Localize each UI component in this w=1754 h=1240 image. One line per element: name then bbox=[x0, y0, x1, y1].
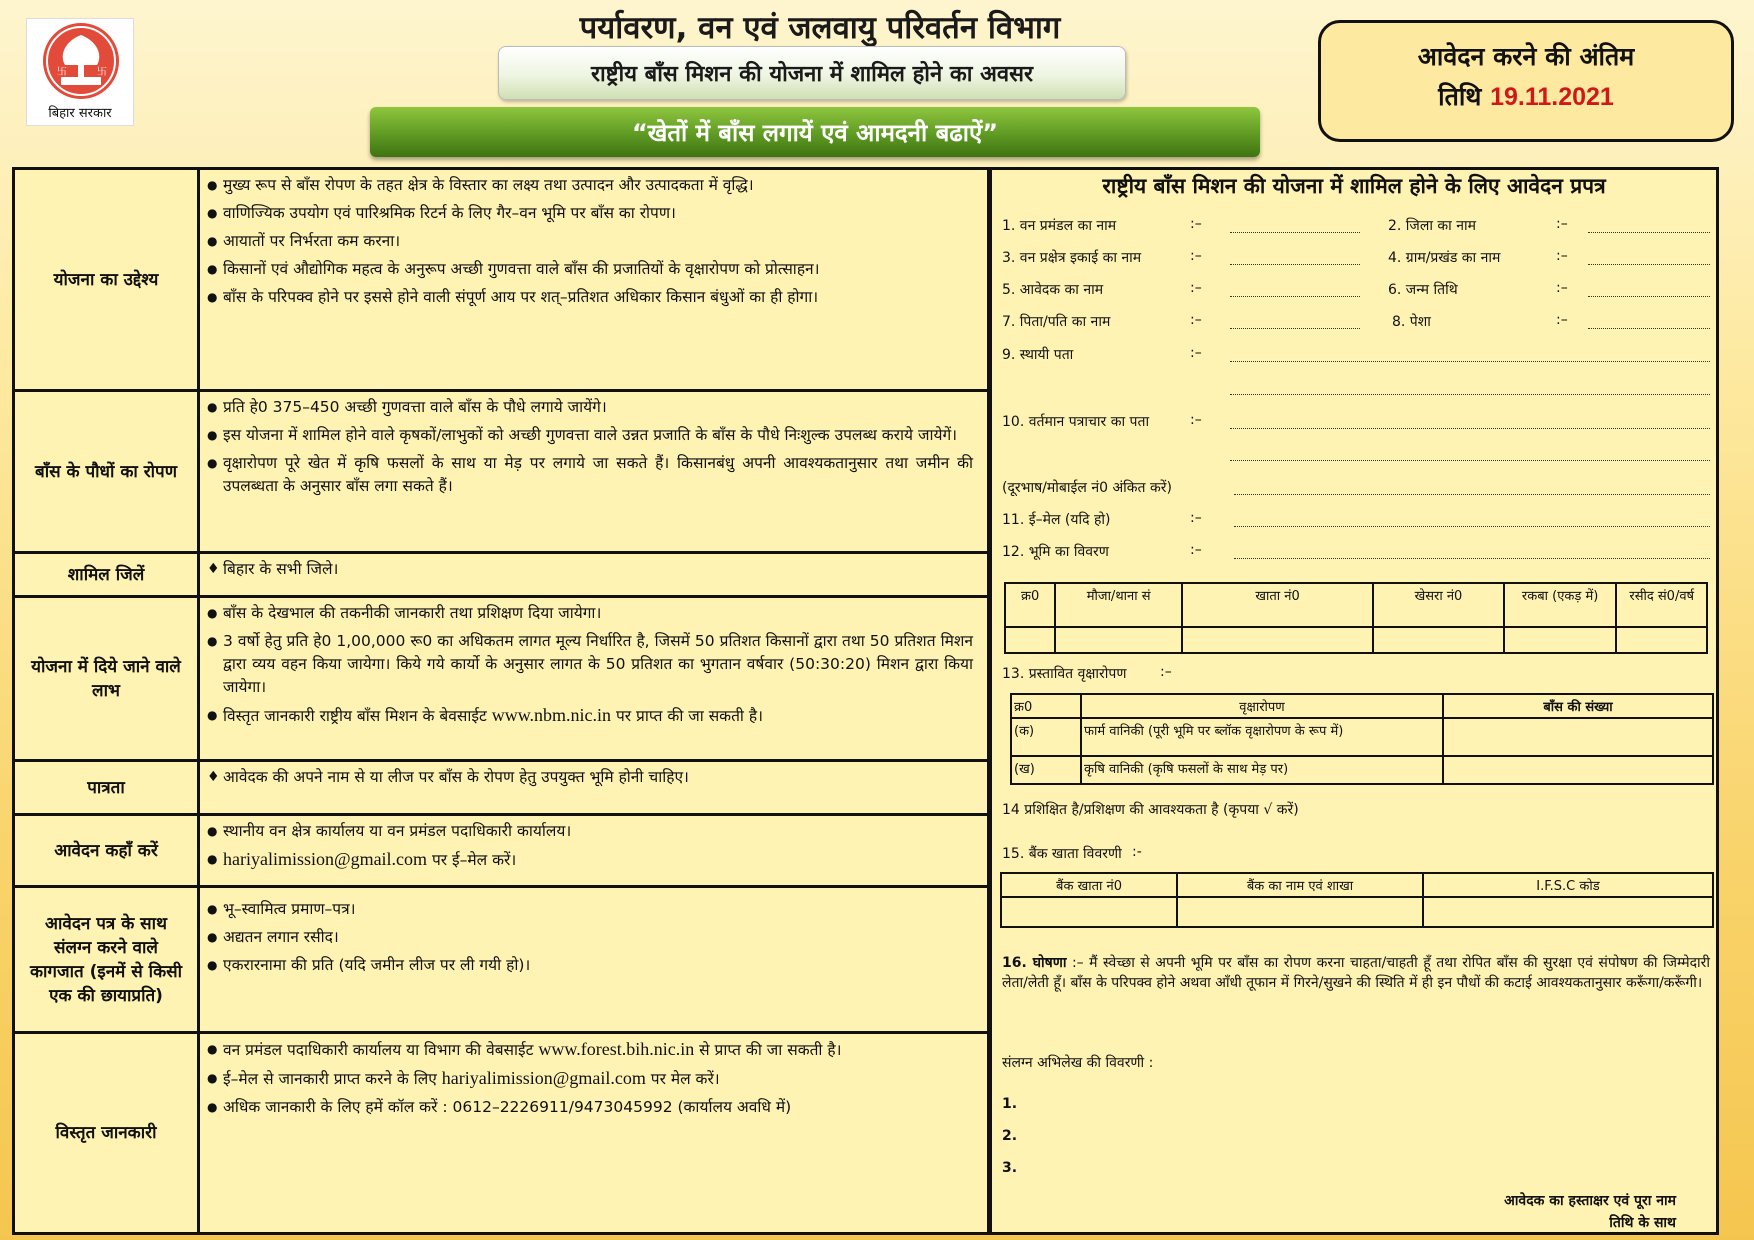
list-item: ● 3 वर्षो हेतु प्रति हे0 1,00,000 रू0 का अधिकतम लागत मूल्य निर्धारित है, जिसमें 50 प्रतिशत किसानों द्वारा तथा 50 प्रतिशत मिशन द्वारा व्यय वहन किया जायेगा। किये गये कार्यो के अनुसार लागत के 50 प्रतिशत का भुगतान वर्षवार (50:30:20) मिशन द्वारा किया जायेगा। bbox=[207, 630, 973, 699]
field-sep: :- bbox=[1132, 844, 1142, 860]
svg-text:卐: 卐 bbox=[57, 67, 67, 78]
declaration bbox=[1002, 953, 1710, 993]
field-sep: :– bbox=[1160, 664, 1172, 680]
field-sep: :– bbox=[1190, 216, 1202, 232]
row-documents bbox=[15, 888, 987, 1034]
email-link[interactable]: hariyalimission@gmail.com bbox=[441, 1068, 646, 1088]
field-sep: :– bbox=[1190, 248, 1202, 264]
plant-row-desc: कृषि वानिकी (कृषि फसलों के साथ मेड़ पर) bbox=[1081, 756, 1443, 784]
list-item: ● वाणिज्यिक उपयोग एवं पारिश्रमिक रिटर्न के लिए गैर–वन भूमि पर बाँस का रोपण। bbox=[207, 202, 973, 225]
item-text: ई–मेल से जानकारी प्राप्त करने के लिए bbox=[223, 1070, 437, 1088]
land-cell-input[interactable] bbox=[1182, 627, 1373, 653]
field-sep: :– bbox=[1190, 510, 1202, 526]
field-sep: :– bbox=[1190, 412, 1202, 428]
input-village-block[interactable] bbox=[1588, 264, 1710, 265]
list-item: ● किसानों एवं औद्योगिक महत्व के अनुरूप अच्छी गुणवत्ता वाले बाँस की प्रजातियों के वृक्षारोपण को प्रोत्साहन। bbox=[207, 258, 973, 281]
plant-row-label: (ख) bbox=[1011, 756, 1081, 784]
list-item: ● वृक्षारोपण पूरे खेत में कृषि फसलों के साथ या मेड़ पर लगाये जा सकते हैं। किसानबंधु अपनी आवश्यकतानुसार तथा जमीन की उपलब्धता के अनुसार बाँस लगा सकते हैं। bbox=[207, 452, 973, 498]
list-item: ● बाँस के देखभाल की तकनीकी जानकारी तथा प्रशिक्षण दिया जायेगा। bbox=[207, 602, 973, 625]
input-phone[interactable] bbox=[1234, 494, 1710, 495]
field-sep: :– bbox=[1190, 345, 1202, 361]
field-email: 11. ई–मेल (यदि हो) bbox=[1002, 512, 1111, 528]
list-item bbox=[207, 1038, 973, 1062]
list-item: ● भू–स्वामित्व प्रमाण–पत्र। bbox=[207, 898, 973, 921]
attachment-1[interactable]: 1. bbox=[1002, 1096, 1018, 1112]
input-email[interactable] bbox=[1234, 526, 1710, 527]
land-col-receipt: रसीद सं0/वर्ष bbox=[1616, 583, 1707, 627]
form-title: राष्ट्रीय बाँस मिशन की योजना में शामिल होने के लिए आवेदन प्रपत्र bbox=[1102, 174, 1606, 198]
field-sep: :– bbox=[1556, 312, 1568, 328]
row-content bbox=[207, 766, 973, 794]
subtitle-banner: राष्ट्रीय बाँस मिशन की योजना में शामिल होने का अवसर bbox=[498, 46, 1126, 100]
list-item: ● स्थानीय वन क्षेत्र कार्यालय या वन प्रमंडल पदाधिकारी कार्यालय। bbox=[207, 820, 973, 843]
field-training: 14 प्रशिक्षित है/प्रशिक्षण की आवश्यकता है (कृपया √ करें) bbox=[1002, 802, 1299, 818]
field-proposed-plantation: 13. प्रस्तावित वृक्षारोपण bbox=[1002, 666, 1127, 682]
email-link[interactable]: hariyalimission@gmail.com bbox=[223, 849, 428, 869]
deadline-line1: आवेदन करने की अंतिम bbox=[1417, 42, 1635, 71]
row-label: आवेदन कहाँ करें bbox=[15, 816, 200, 885]
land-cell-input[interactable] bbox=[1373, 627, 1504, 653]
field-village-block: 4. ग्राम/प्रखंड का नाम bbox=[1388, 250, 1501, 266]
item-text: पर ई–मेल करें। bbox=[431, 851, 517, 869]
row-label: शामिल जिलें bbox=[15, 554, 200, 595]
bank-col-account: बैंक खाता नं0 bbox=[1001, 873, 1177, 897]
input-applicant-name[interactable] bbox=[1230, 296, 1360, 297]
field-permanent-address: 9. स्थायी पता bbox=[1002, 347, 1074, 363]
item-text: विस्तृत जानकारी राष्ट्रीय बाँस मिशन के बेवसाईट bbox=[223, 707, 487, 725]
land-cell-input[interactable] bbox=[1005, 627, 1055, 653]
input-permanent-address[interactable] bbox=[1230, 361, 1710, 362]
bodhi-tree-emblem-icon bbox=[35, 21, 127, 101]
row-more-info bbox=[15, 1034, 987, 1232]
list-item: ● बाँस के परिपक्व होने पर इससे होने वाली संपूर्ण आय पर शत्–प्रतिशत अधिकार किसान बंधुओं का ही होगा। bbox=[207, 286, 973, 309]
list-item: ● मुख्य रूप से बाँस रोपण के तहत क्षेत्र के विस्तार का लक्ष्य तथा उत्पादन और उत्पादकता में वृद्धि। bbox=[207, 174, 973, 197]
input-occupation[interactable] bbox=[1588, 328, 1710, 329]
field-father-husband: 7. पिता/पति का नाम bbox=[1002, 314, 1111, 330]
row-label: योजना का उद्देश्य bbox=[15, 170, 200, 389]
row-content bbox=[207, 396, 973, 503]
input-current-address-line2[interactable] bbox=[1230, 460, 1710, 461]
list-item bbox=[207, 704, 973, 728]
row-objective bbox=[15, 170, 987, 392]
land-col-area: रकबा (एकड़ में) bbox=[1504, 583, 1617, 627]
field-forest-range: 3. वन प्रक्षेत्र इकाई का नाम bbox=[1002, 250, 1142, 266]
field-land-details: 12. भूमि का विवरण bbox=[1002, 544, 1109, 560]
input-dob[interactable] bbox=[1588, 296, 1710, 297]
row-where-to-apply bbox=[15, 816, 987, 888]
logo-caption: बिहार सरकार bbox=[48, 106, 112, 121]
row-label: आवेदन पत्र के साथ संलग्न करने वाले कागजात (इनमें से किसी एक की छायाप्रति) bbox=[15, 888, 200, 1031]
row-plantation bbox=[15, 392, 987, 554]
item-text: पर प्राप्त की जा सकती है। bbox=[615, 707, 763, 725]
nbm-website-link[interactable]: www.nbm.nic.in bbox=[491, 705, 612, 725]
deadline-box bbox=[1318, 20, 1734, 142]
list-item: ♦ बिहार के सभी जिले। bbox=[207, 558, 973, 581]
item-text: पर मेल करें। bbox=[650, 1070, 720, 1088]
input-father-husband[interactable] bbox=[1230, 328, 1360, 329]
plant-col-type: वृक्षारोपण bbox=[1081, 694, 1443, 718]
plantation-table bbox=[1010, 693, 1714, 785]
application-form bbox=[989, 167, 1719, 1235]
row-eligibility bbox=[15, 762, 987, 816]
signature-date-label: तिथि के साथ bbox=[1609, 1215, 1676, 1231]
field-sep: :– bbox=[1190, 280, 1202, 296]
plant-col-sno: क्र0 bbox=[1011, 694, 1081, 718]
row-content bbox=[207, 174, 973, 314]
field-occupation: 8. पेशा bbox=[1392, 314, 1431, 330]
forest-website-link[interactable]: www.forest.bih.nic.in bbox=[538, 1039, 695, 1059]
field-dob: 6. जन्म तिथि bbox=[1388, 282, 1458, 298]
field-sep: :– bbox=[1556, 216, 1568, 232]
list-item: ● प्रति हे0 375–450 अच्छी गुणवत्ता वाले बाँस के पौधे लगाये जायेंगे। bbox=[207, 396, 973, 419]
land-col-mouza: मौजा/थाना सं bbox=[1055, 583, 1182, 627]
declaration-text: :– मैं स्वेच्छा से अपनी भूमि पर बाँस का रोपण करना चाहता/चाहती हूँ तथा रोपित बाँस की सुरक्षा एवं संपोषण की जिम्मेदारी लेता/लेती हूँ। बाँस के परिपक्व होने अथवा आँधी तूफान में गिरने/सुखने की स्थिति में ही इन पौधों की कटाई आवश्यकतानुसार करूँगा/करूँगी। bbox=[1002, 955, 1710, 991]
land-cell-input[interactable] bbox=[1616, 627, 1707, 653]
declaration-label: 16. घोषणा bbox=[1002, 955, 1067, 971]
list-item bbox=[207, 1067, 973, 1091]
input-permanent-address-line2[interactable] bbox=[1230, 394, 1710, 395]
input-forest-division[interactable] bbox=[1230, 232, 1360, 233]
plant-row-label: (क) bbox=[1011, 718, 1081, 756]
land-cell-input[interactable] bbox=[1504, 627, 1617, 653]
list-item: ● एकरारनामा की प्रति (यदि जमीन लीज पर ली गयी हो)। bbox=[207, 954, 973, 977]
signature-block bbox=[1504, 1190, 1676, 1234]
bank-col-ifsc: I.F.S.C कोड bbox=[1423, 873, 1713, 897]
input-current-address[interactable] bbox=[1230, 428, 1710, 429]
item-text: से प्राप्त की जा सकती है। bbox=[699, 1041, 842, 1059]
list-item bbox=[207, 848, 973, 872]
row-content bbox=[207, 602, 973, 733]
plant-row-desc: फार्म वानिकी (पूरी भूमि पर ब्लॉक वृक्षारोपण के रूप में) bbox=[1081, 718, 1443, 756]
deadline-line2 bbox=[1321, 77, 1731, 117]
land-cell-input[interactable] bbox=[1055, 627, 1182, 653]
input-land-details[interactable] bbox=[1234, 558, 1710, 559]
land-col-khesra: खेसरा नं0 bbox=[1373, 583, 1504, 627]
deadline-label: तिथि bbox=[1438, 82, 1482, 111]
attachment-2[interactable]: 2. bbox=[1002, 1128, 1018, 1144]
row-label: विस्तृत जानकारी bbox=[15, 1034, 200, 1232]
list-item: ♦ आवेदक की अपने नाम से या लीज पर बाँस के रोपण हेतु उपयुक्त भूमि होनी चाहिए। bbox=[207, 766, 973, 789]
list-item: ● अधिक जानकारी के लिए हमें कॉल करें : 0612–2226911/9473045992 (कार्यालय अवधि में) bbox=[207, 1096, 973, 1119]
field-sep: :– bbox=[1190, 312, 1202, 328]
field-current-address: 10. वर्तमान पत्राचार का पता bbox=[1002, 414, 1150, 430]
bank-table bbox=[1000, 872, 1714, 928]
attachment-3[interactable]: 3. bbox=[1002, 1160, 1018, 1176]
field-applicant-name: 5. आवेदक का नाम bbox=[1002, 282, 1104, 298]
department-title: पर्यावरण, वन एवं जलवायु परिवर्तन विभाग bbox=[579, 10, 1061, 46]
list-item: ● इस योजना में शामिल होने वाले कृषकों/लाभुकों को अच्छी गुणवत्ता वाले उन्नत प्रजाति के बाँस के पौधे निःशुल्क उपलब्ध कराये जायेगें। bbox=[207, 424, 973, 447]
land-col-khata: खाता नं0 bbox=[1182, 583, 1373, 627]
row-label: पात्रता bbox=[15, 762, 200, 813]
input-forest-range[interactable] bbox=[1230, 264, 1360, 265]
land-col-sno: क्र0 bbox=[1005, 583, 1055, 627]
row-content bbox=[207, 558, 973, 586]
bank-cell-input[interactable] bbox=[1423, 897, 1713, 927]
row-districts bbox=[15, 554, 987, 598]
field-forest-division: 1. वन प्रमंडल का नाम bbox=[1002, 218, 1117, 234]
field-sep: :– bbox=[1190, 542, 1202, 558]
row-label: योजना में दिये जाने वाले लाभ bbox=[15, 598, 200, 759]
bank-cell-input[interactable] bbox=[1001, 897, 1177, 927]
attachments-label: संलग्न अभिलेख की विवरणी : bbox=[1002, 1055, 1154, 1071]
row-content bbox=[207, 1038, 973, 1124]
item-text: वन प्रमंडल पदाधिकारी कार्यालय या विभाग की वेबसाईट bbox=[223, 1041, 534, 1059]
plant-count-input[interactable] bbox=[1443, 718, 1713, 756]
plant-col-count: बाँस की संख्या bbox=[1443, 694, 1713, 718]
scheme-info-table bbox=[12, 167, 990, 1235]
row-label: बाँस के पौधों का रोपण bbox=[15, 392, 200, 551]
list-item: ● अद्यतन लगान रसीद। bbox=[207, 926, 973, 949]
row-benefits bbox=[15, 598, 987, 762]
plant-count-input[interactable] bbox=[1443, 756, 1713, 784]
signature-label: आवेदक का हस्ताक्षर एवं पूरा नाम bbox=[1504, 1193, 1676, 1209]
svg-text:卐: 卐 bbox=[97, 67, 107, 78]
field-phone-note: (दूरभाष/मोबाईल नं0 अंकित करें) bbox=[1002, 480, 1172, 496]
field-bank-details: 15. बैंक खाता विवरणी bbox=[1002, 846, 1122, 862]
bihar-govt-logo bbox=[26, 18, 134, 126]
bank-cell-input[interactable] bbox=[1177, 897, 1423, 927]
slogan-banner: “खेतों में बाँस लगायें एवं आमदनी बढाऐं” bbox=[370, 107, 1260, 157]
bank-col-name: बैंक का नाम एवं शाखा bbox=[1177, 873, 1423, 897]
input-district[interactable] bbox=[1588, 232, 1710, 233]
field-sep: :– bbox=[1556, 280, 1568, 296]
list-item: ● आयातों पर निर्भरता कम करना। bbox=[207, 230, 973, 253]
row-content bbox=[207, 820, 973, 877]
field-district: 2. जिला का नाम bbox=[1388, 218, 1476, 234]
land-details-table bbox=[1004, 582, 1708, 654]
field-sep: :– bbox=[1556, 248, 1568, 264]
deadline-date: 19.11.2021 bbox=[1490, 83, 1614, 111]
row-content bbox=[207, 898, 973, 982]
